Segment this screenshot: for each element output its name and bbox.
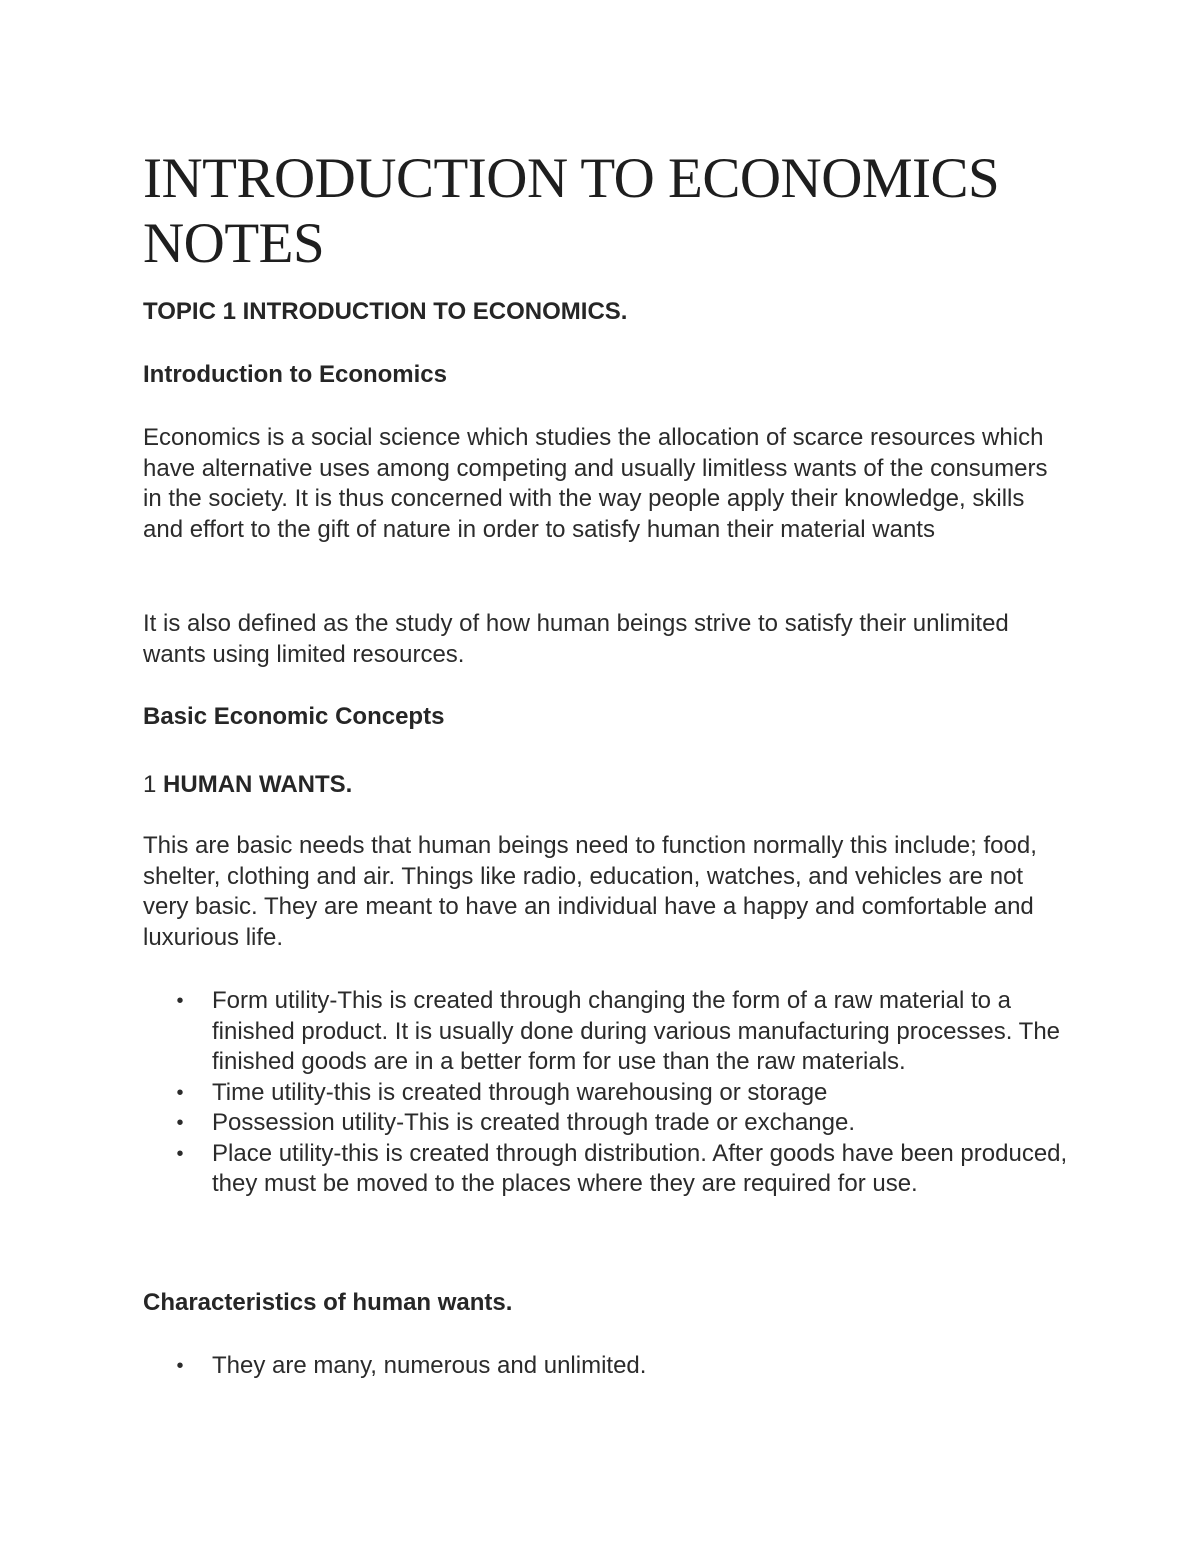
intro-paragraph-2: It is also defined as the study of how human beings strive to satisfy their unlimited wants using limited resources. [143, 610, 1009, 668]
list-item [143, 1078, 1073, 1109]
topic-heading: TOPIC 1 INTRODUCTION TO ECONOMICS. [143, 298, 628, 325]
list-item [143, 1351, 1073, 1382]
bullet-icon: • [176, 1142, 184, 1165]
utility-list [143, 986, 1073, 1200]
characteristics-heading: Characteristics of human wants. [143, 1289, 513, 1316]
list-item-text: They are many, numerous and unlimited. [212, 1352, 647, 1379]
bullet-icon: • [176, 1355, 184, 1377]
list-item-text: Possession utility-This is created through trade or exchange. [212, 1109, 855, 1136]
human-wants-heading [143, 770, 1068, 801]
concepts-heading: Basic Economic Concepts [143, 703, 445, 730]
characteristics-list [143, 1351, 1073, 1382]
human-wants-title: HUMAN WANTS. [163, 771, 353, 798]
human-wants-number: 1 [143, 771, 157, 798]
list-item-text: Place utility-this is created through distribution. After goods have been produced, they must be moved to the places where they are required for use. [212, 1139, 1068, 1197]
list-item [143, 1139, 1073, 1200]
list-item [143, 986, 1073, 1078]
bullet-icon: • [176, 1112, 184, 1134]
list-item-text: Form utility-This is created through changing the form of a raw material to a finished product. It is usually done during various manufacturing processes. The finished goods are in a better form for use than the raw materials. [212, 987, 1061, 1075]
intro-heading: Introduction to Economics [143, 361, 447, 388]
bullet-icon: • [176, 990, 184, 1012]
human-wants-paragraph: This are basic needs that human beings need to function normally this include; food, shelter, clothing and air. Things like radio, education, watches, and vehicles are not very basic. They are meant to have an individual have a happy and comfortable and luxurious life. [143, 832, 1037, 951]
document-title: INTRODUCTION TO ECONOMICS NOTES [143, 147, 1000, 275]
list-item-text: Time utility-this is created through warehousing or storage [212, 1078, 828, 1106]
intro-paragraph-1: Economics is a social science which studies the allocation of scarce resources which have alternative uses among competing and usually limitless wants of the consumers in the society. It is thus concerned with the way people apply their knowledge, skills and effort to the gift of nature in order to satisfy human their material wants [143, 424, 1048, 543]
list-item [143, 1108, 1073, 1139]
bullet-icon: • [176, 1081, 184, 1104]
